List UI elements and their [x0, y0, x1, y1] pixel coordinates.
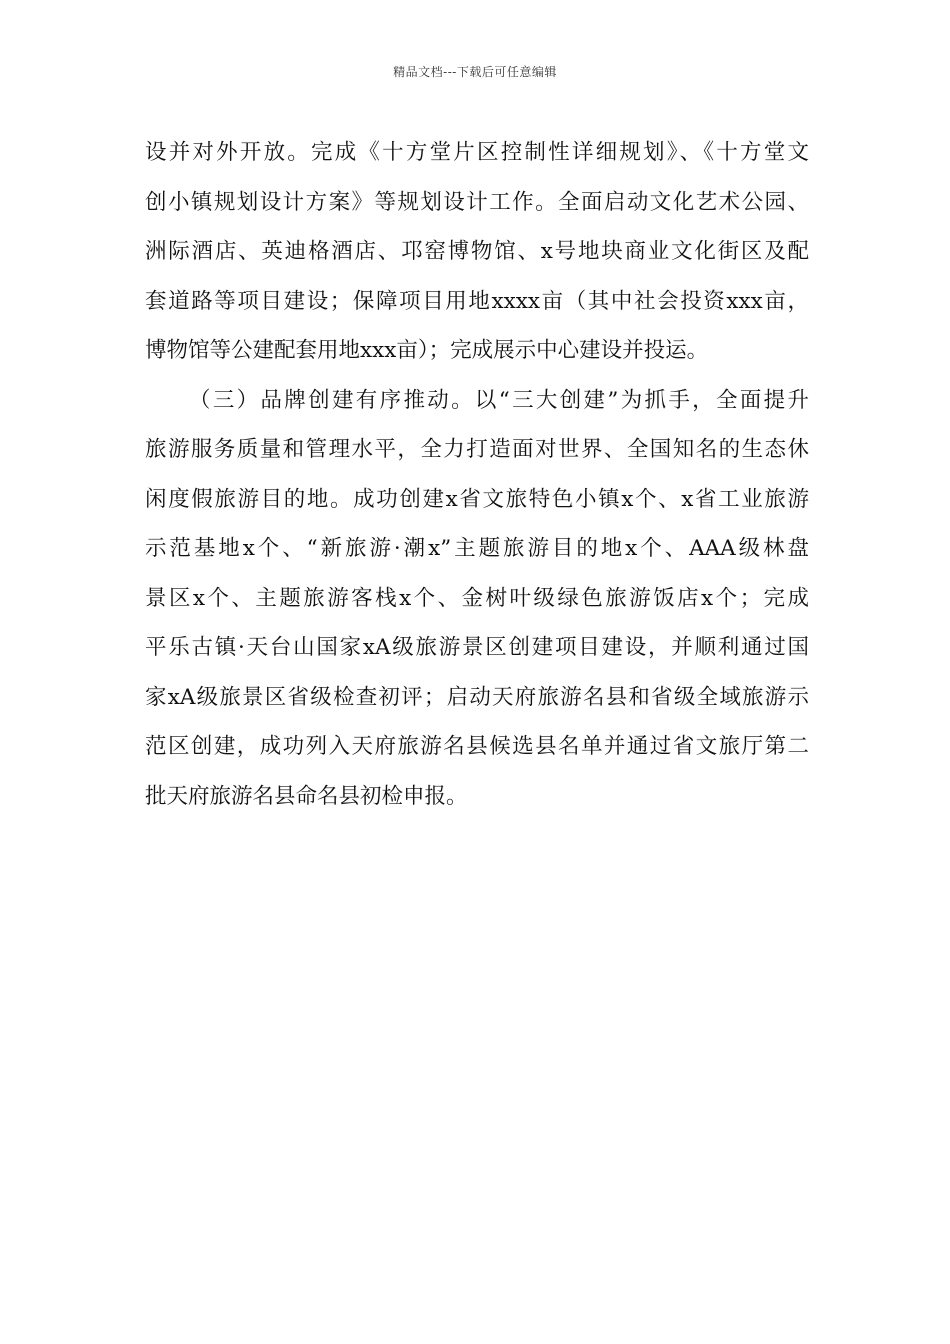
- text-line: 设并对外开放。完成《十方堂片区控制性详细规划》、《十方堂文: [145, 140, 809, 165]
- text-line: 家xA级旅景区省级检查初评；启动天府旅游名县和省级全域旅游示: [145, 684, 809, 710]
- page-header: 精品文档---下载后可任意编辑: [393, 65, 557, 79]
- text-line: 闲度假旅游目的地。成功创建x省文旅特色小镇x个、x省工业旅游: [145, 486, 809, 512]
- document-body: [145, 128, 809, 821]
- text-line: 示范基地x个、“新旅游·潮x”主题旅游目的地x个、AAA级林盘: [145, 536, 809, 561]
- text-line: 平乐古镇·天台山国家xA级旅游景区创建项目建设，并顺利通过国: [145, 635, 809, 660]
- text-line: 批天府旅游名县命名县初检申报。: [145, 783, 468, 809]
- text-line: 范区创建，成功列入天府旅游名县候选县名单并通过省文旅厅第二: [145, 734, 809, 759]
- paragraph-2: [145, 376, 809, 822]
- text-line: 洲际酒店、英迪格酒店、邛窑博物馆、x号地块商业文化街区及配: [145, 239, 809, 264]
- paragraph-1: [145, 128, 809, 376]
- text-line: 旅游服务质量和管理水平，全力打造面对世界、全国知名的生态休: [145, 437, 809, 462]
- text-line: （三）品牌创建有序推动。以“三大创建”为抓手，全面提升: [189, 387, 809, 413]
- text-line: 博物馆等公建配套用地xxx亩）；完成展示中心建设并投运。: [145, 338, 709, 363]
- text-line: 创小镇规划设计方案》等规划设计工作。全面启动文化艺术公园、: [145, 189, 809, 215]
- text-line: 套道路等项目建设；保障项目用地xxxx亩（其中社会投资xxx亩，: [145, 288, 809, 314]
- text-line: 景区x个、主题旅游客栈x个、金树叶级绿色旅游饭店x个；完成: [145, 585, 809, 611]
